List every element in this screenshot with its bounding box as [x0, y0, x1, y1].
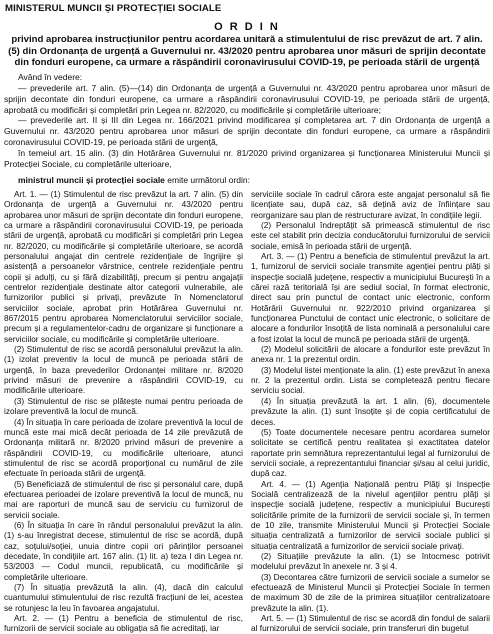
paragraph: serviciile sociale în cadrul cărora este angajat personalul să fie licențiate sau, după caz, să dețină aviz de înființare sau reorganizare sau plan de restructurare avizat, în condițiile legii. [251, 188, 490, 220]
paragraph: (5) Beneficiază de stimulentul de risc și personalul care, după efectuarea perioadei de izolare preventivă la locul de muncă, nu mai are raporturi de muncă sau de serviciu cu furnizorul de servicii sociale. [4, 478, 243, 520]
left-column [4, 189, 243, 634]
paragraph: Art. 5. — (1) Stimulentul de risc se acordă din fondul de salarii al furnizorului de servicii sociale, prin transferuri din bugetul [251, 613, 490, 634]
paragraph: (2) Personalul îndreptățit să primească stimulentul de risc este cel stabilit prin decizia conducătorului furnizorului de servicii sociale, emisă în perioada stării de urgență. [251, 219, 490, 251]
paragraph: (3) Decontarea către furnizorii de servicii sociale a sumelor se efectuează de Ministerul Muncii și Protecției Sociale în termen de maximum 30 de zile de la primirea situațiilor centralizatoare prevăzute la alin. (1). [251, 571, 490, 613]
preamble [4, 72, 490, 170]
document-page [4, 3, 490, 634]
document-subtitle: privind aprobarea instrucțiunilor pentru acordarea unitară a stimulentului de risc prevăzut de art. 7 alin. (5) din Ordonanța de urgență a Guvernului nr. 43/2020 pentru aprobarea unor măsuri de sprijin decontate din fonduri europene, ca urmare a răspândirii coronavirusului COVID-19, pe perioada stării de urgență [8, 34, 486, 69]
preamble-line: — prevederile art. 7 alin. (5)—(14) din Ordonanța de urgență a Guvernului nr. 43/2020 pentru aprobarea unor măsuri de sprijin decontate din fonduri europene, ca urmare a răspândirii coronavirusului COVID-19, pe perioada stării de urgență, aprobată cu modificări și completări prin Legea nr. 82/2020, cu modificările și completările ulterioare; [4, 82, 490, 115]
paragraph: Art. 1. — (1) Stimulentul de risc prevăzut la art. 7 alin. (5) din Ordonanța de urgență a Guvernului nr. 43/2020 pentru aprobarea unor măsuri de sprijin decontate din fonduri europene, ca urmare a răspândirii coronavirusului COVID-19, pe perioada stării de urgență, aprobată cu modificări și completări prin Legea nr. 82/2020, cu modificările și completările ulterioare, se acordă personalului angajat din centrele rezidențiale de îngrijire și asistență a persoanelor vârstnice, centrele rezidențiale pentru copii și adulți, cu și fără dizabilități, precum și pentru angajații centrelor rezidențiale destinate altor categorii vulnerabile, ale furnizorilor publici și privați, prevăzute în Nomenclatorul serviciilor sociale, aprobat prin Hotărârea Guvernului nr. 867/2015 pentru aprobarea Nomenclatorului serviciilor sociale, precum și a regulamentelor-cadru de organizare și funcționare a serviciilor sociale, cu modificările și completările ulterioare. [4, 188, 243, 344]
paragraph: (2) Stimulentul de risc se acordă personalului prevăzut la alin. (1) izolat preventiv la locul de muncă pe perioada stării de urgență, în baza prevederilor Ordonanței militare nr. 8/2020 privind măsuri de prevenire a răspândirii COVID-19, cu modificările ulterioare. [4, 344, 243, 396]
paragraph: (3) Modelul listei menționate la alin. (1) este prevăzut în anexa nr. 2 la prezentul ordin. Lista se completează pentru fiecare serviciu social. [251, 364, 490, 396]
issuer-name: ministrul muncii și protecției sociale [18, 174, 165, 185]
preamble-line: — prevederile art. II și III din Legea nr. 166/2021 privind modificarea și completarea art. 7 din Ordonanța de urgență a Guvernului nr. 43/2020 pentru aprobarea unor măsuri de sprijin decontate din fonduri europene, ca urmare a răspândirii coronavirusului COVID-19, pe perioada stării de urgență, [4, 115, 490, 148]
paragraph: (4) În situația prevăzută la art. 1 alin. (6), documentele prevăzute la alin. (1) sunt însoțite și de copia certificatului de deces. [251, 395, 490, 427]
paragraph: (6) În situația în care în rândul personalului prevăzut la alin. (1) s-au înregistrat decese, stimulentul de risc se acordă, după caz, soțului/soției, unuia dintre copii ori părinților persoanei decedate, în condițiile art. 167 alin. (1) lit. a) teza I din Legea nr. 53/2003 — Codul muncii, republicată, cu modificările și completările ulterioare. [4, 519, 243, 582]
paragraph: Art. 3. — (1) Pentru a beneficia de stimulentul prevăzut la art. 1, furnizorul de servicii sociale transmite agenției pentru plăți și inspecție socială județene, respectiv a municipiului București în a cărei rază teritorială își are sediul social, în format electronic, direct sau prin punctul de contact unic electronic, conform Hotărârii Guvernului nr. 922/2010 privind organizarea și funcționarea Punctului de contact unic electronic, o solicitare de alocare a fondurilor însoțită de lista nominală a personalului care a fost izolat la locul de muncă pe perioada stării de urgență. [251, 251, 490, 344]
paragraph: (2) Modelul solicitării de alocare a fondurilor este prevăzut în anexa nr. 1 la prezentul ordin. [251, 344, 490, 365]
body-columns [4, 189, 490, 634]
paragraph: (4) În situația în care perioada de izolare preventivă la locul de muncă este mai mică decât perioada de 14 zile prevăzută de Ordonanța militară nr. 8/2020 privind măsuri de prevenire a răspândirii COVID-19, cu modificările ulterioare, atunci stimulentul de risc se acordă proporțional cu numărul de zile efectuate în perioada stării de urgență. [4, 416, 243, 479]
paragraph: (3) Stimulentul de risc se plătește numai pentru perioada de izolare preventivă la locul de muncă. [4, 395, 243, 417]
issuing-statement [4, 175, 490, 186]
paragraph: (7) În situația prevăzută la alin. (4), dacă din calculul cuantumului stimulentului de risc rezultă fracțiuni de lei, acestea se rotunjesc la leu în favoarea angajatului. [4, 582, 243, 613]
paragraph: (2) Situațiile prevăzute la alin. (1) se întocmesc potrivit modelului prevăzut în anexele nr. 3 și 4. [251, 550, 490, 572]
preamble-line: Având în vedere: [18, 71, 83, 82]
document-title: O R D I N [214, 21, 280, 33]
preamble-line: în temeiul art. 15 alin. (3) din Hotărârea Guvernului nr. 81/2020 privind organizarea și funcționarea Ministerului Muncii și Protecției Sociale, cu completările ulterioare, [4, 148, 490, 170]
paragraph: (5) Toate documentele necesare pentru acordarea sumelor solicitate se certifică pentru realitatea și exactitatea datelor raportate prin semnătura reprezentantului legal al furnizorului de servicii sociale, a reprezentantului financiar și/sau al celui juridic, după caz. [251, 426, 490, 479]
paragraph: Art. 2. — (1) Pentru a beneficia de stimulentul de risc, furnizorii de servicii sociale au obligația să fie acreditați, iar [4, 613, 243, 634]
paragraph: Art. 4. — (1) Agenția Națională pentru Plăți și Inspecție Socială centralizează de la nivelul agențiilor pentru plăți și inspecție socială județene, respectiv a municipiului București solicitările primite de la furnizorii de servicii sociale și, în termen de 10 zile, transmite Ministerului Muncii și Protecției Sociale situația centralizată a furnizorilor de servicii sociale publici și situația centralizată a furnizorilor de servicii sociale privați. [251, 478, 490, 551]
ministry-header: MINISTERUL MUNCII ȘI PROTECȚIEI SOCIALE [5, 3, 222, 14]
right-column [251, 189, 490, 634]
issuing-text: emite următorul ordin: [164, 174, 250, 185]
